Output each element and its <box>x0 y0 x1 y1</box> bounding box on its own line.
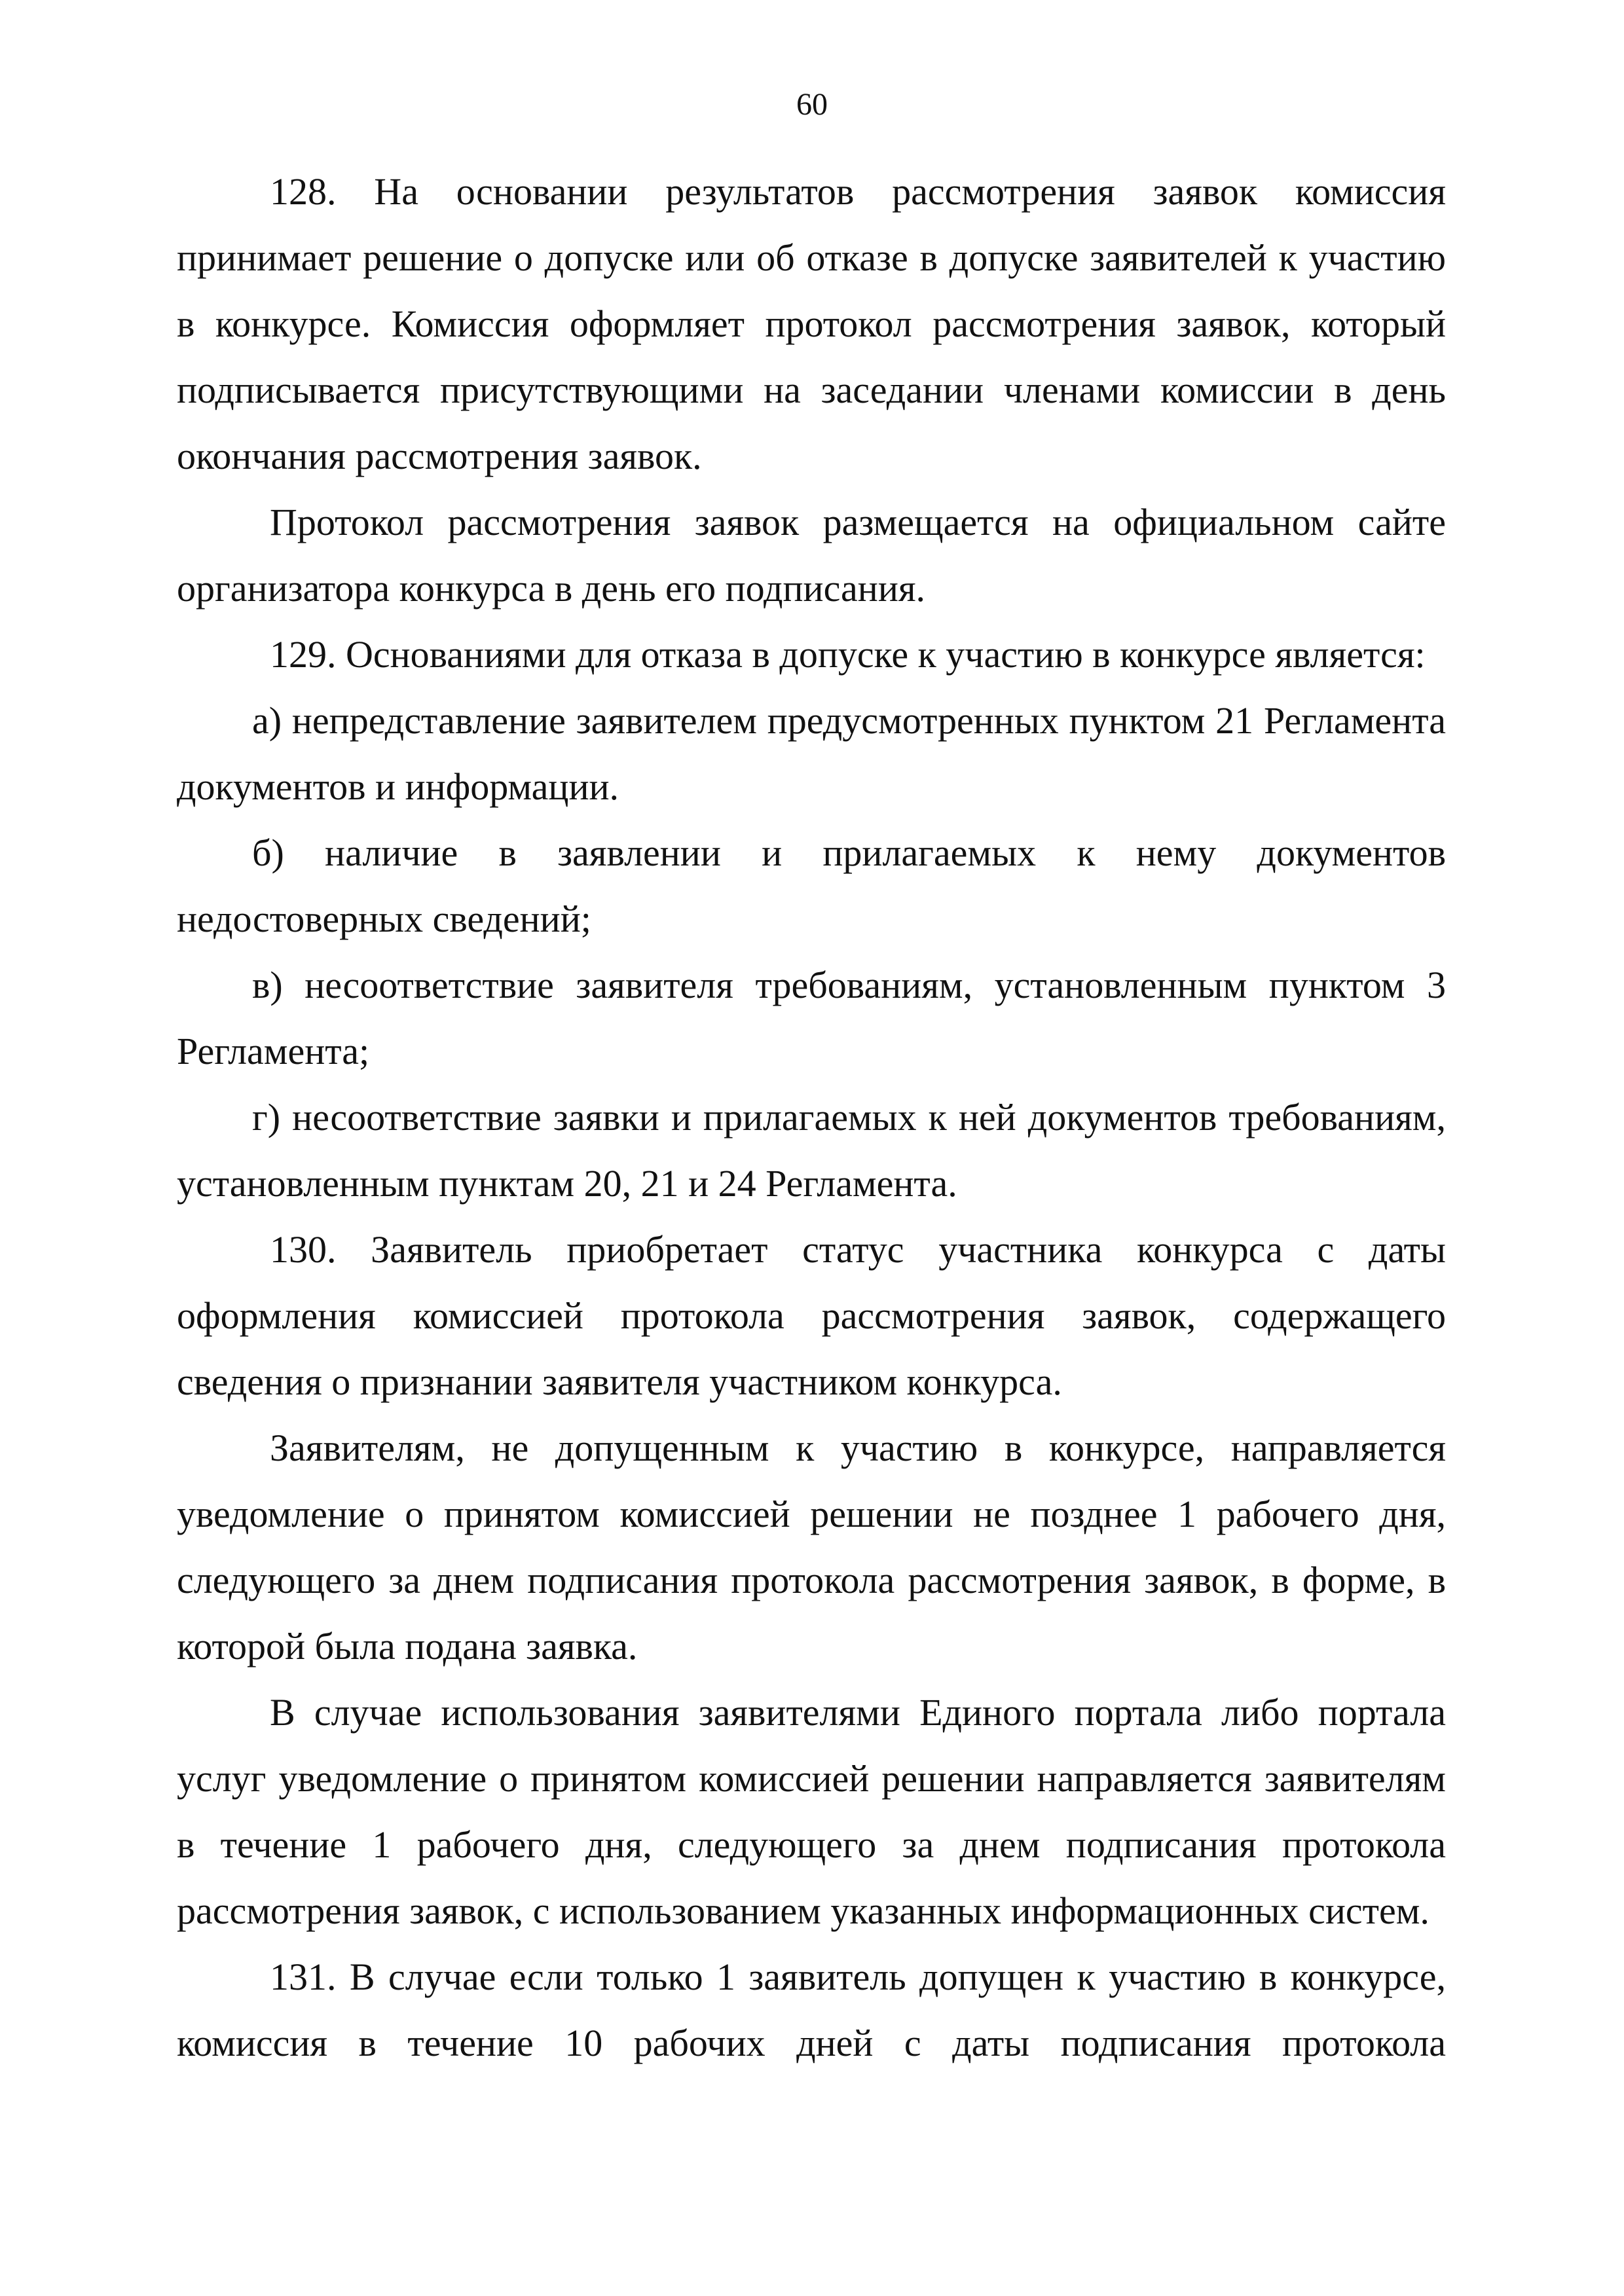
page-number: 60 <box>796 87 828 122</box>
paragraph-128: 128. На основании результатов рассмотрения заявок комиссия принимает решение о допуске или об отказе в допуске заявителей к участию в конкурсе. Комиссия оформляет протокол рассмотрения заявок, который подписывается присутствующими на заседании членами комиссии в день окончания рассмотрения заявок. <box>177 170 1446 477</box>
list-item-a: а) непредставление заявителем предусмотренных пунктом 21 Регламента документов и информации. <box>177 699 1446 808</box>
paragraph-130: 130. Заявитель приобретает статус участника конкурса с даты оформления комиссией протокола рассмотрения заявок, содержащего сведения о признании заявителя участником конкурса. <box>177 1228 1446 1403</box>
document-body <box>177 158 1446 2076</box>
list-item-v: в) несоответствие заявителя требованиям, установленным пунктом 3 Регламента; <box>177 964 1446 1072</box>
paragraph-131: 131. В случае если только 1 заявитель допущен к участию в конкурсе, комиссия в течение 10 рабочих дней с даты подписания протокола <box>177 1956 1446 2064</box>
paragraph-rejection-notice: Заявителям, не допущенным к участию в конкурсе, направляется уведомление о принятом комиссией решении не позднее 1 рабочего дня, следующего за днем подписания протокола рассмотрения заявок, в форме, в которой была подана заявка. <box>177 1427 1446 1667</box>
paragraph-129: 129. Основаниями для отказа в допуске к участию в конкурсе является: <box>270 633 1426 676</box>
paragraph-protocol-publication: Протокол рассмотрения заявок размещается на официальном сайте организатора конкурса в день его подписания. <box>177 501 1446 610</box>
list-item-g: г) несоответствие заявки и прилагаемых к ней документов требованиям, установленным пунктам 20, 21 и 24 Регламента. <box>177 1096 1446 1205</box>
paragraph-portal-notice: В случае использования заявителями Единого портала либо портала услуг уведомление о принятом комиссией решении направляется заявителям в течение 1 рабочего дня, следующего за днем подписания протокола рассмотрения заявок, с использованием указанных информационных систем. <box>177 1691 1446 1932</box>
list-item-b: б) наличие в заявлении и прилагаемых к нему документов недостоверных сведений; <box>177 831 1446 940</box>
